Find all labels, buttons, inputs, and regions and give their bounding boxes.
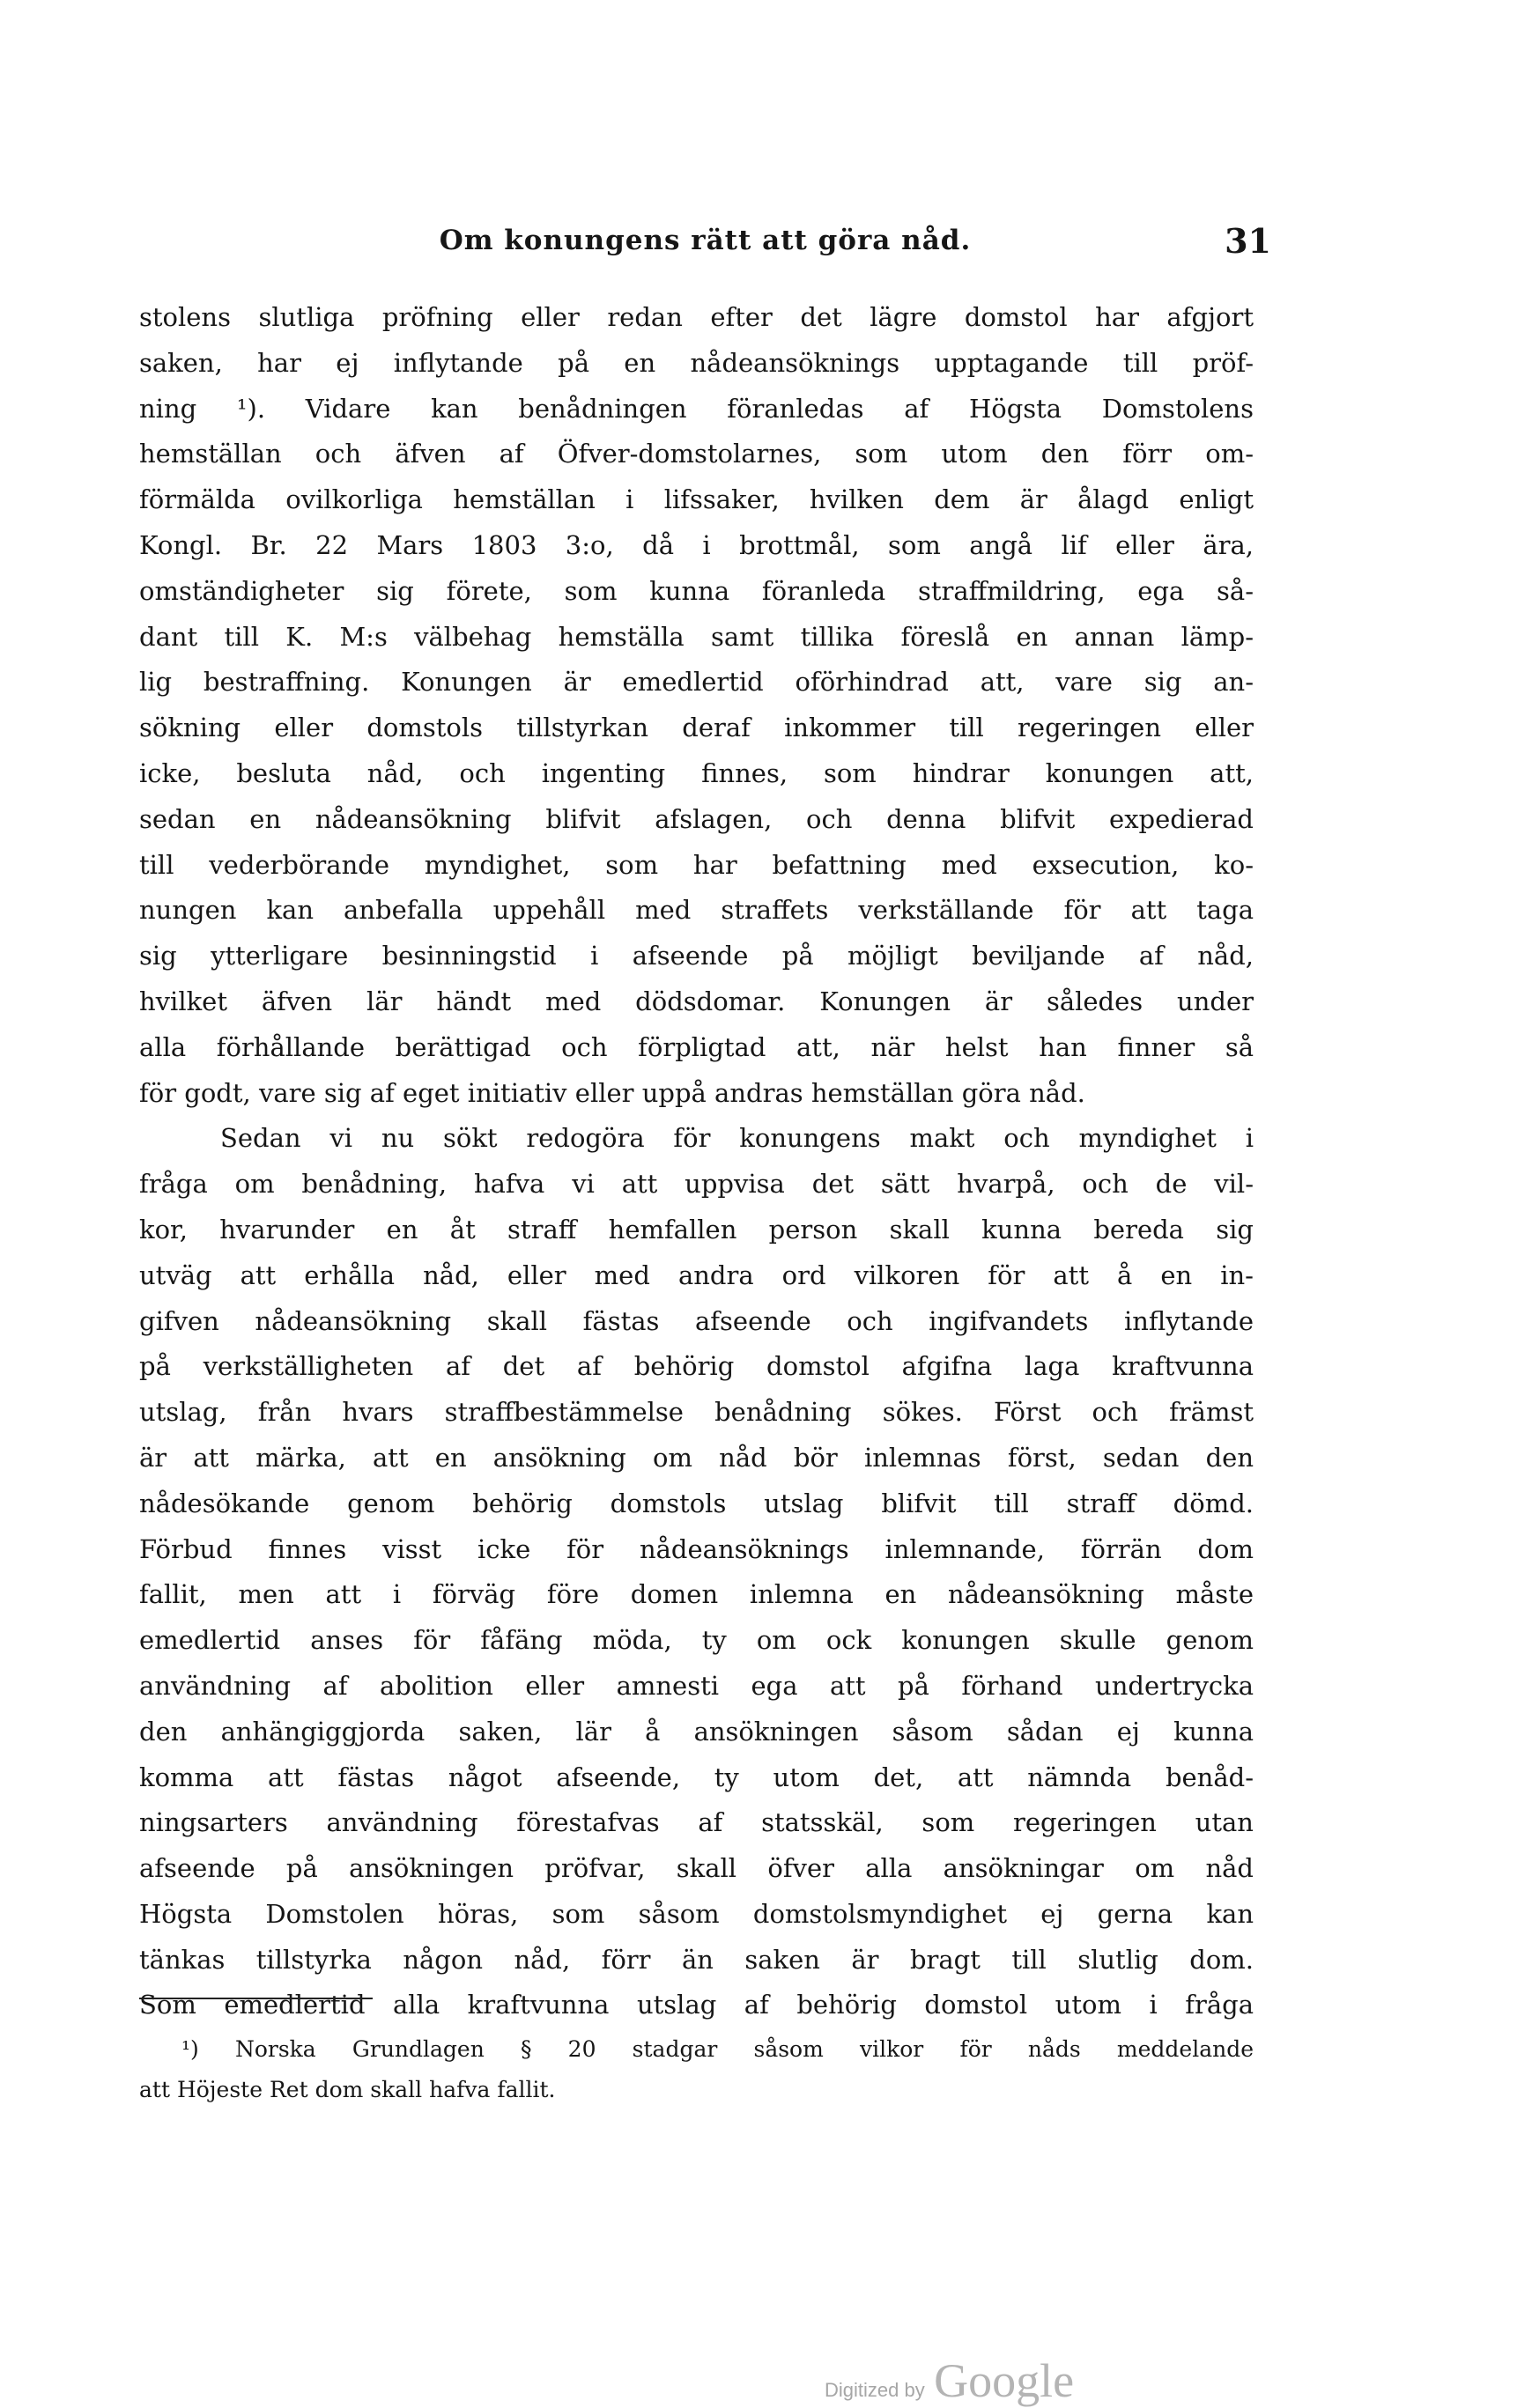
text-line: saken, har ej inflytande på en nådeansöknings upptagande till pröf- xyxy=(139,347,1254,378)
text-line: Kongl. Br. 22 Mars 1803 3:o, då i brottmål, som angå lif eller ära, xyxy=(139,529,1254,560)
text-line: omständigheter sig förete, som kunna föranleda straffmildring, ega så- xyxy=(139,575,1254,606)
digitized-watermark xyxy=(825,2353,1074,2406)
text-line: Förbud finnes visst icke för nådeansöknings inlemnande, förrän dom xyxy=(139,1533,1254,1564)
text-line: den anhängiggjorda saken, lär å ansökningen såsom sådan ej kunna xyxy=(139,1716,1254,1747)
text-line: användning af abolition eller amnesti ega att på förhand undertrycka xyxy=(139,1670,1254,1701)
text-line: alla förhållande berättigad och förpligtad att, när helst han finner så xyxy=(139,1031,1254,1062)
text-line: Högsta Domstolen höras, som såsom domstolsmyndighet ej gerna kan xyxy=(139,1898,1254,1929)
text-line: nungen kan anbefalla uppehåll med straffets verkställande för att taga xyxy=(139,895,1254,926)
text-line: Sedan vi nu sökt redogöra för konungens makt och myndighet i xyxy=(220,1123,1254,1154)
text-line: utväg att erhålla nåd, eller med andra ord vilkoren för att å en in- xyxy=(139,1259,1254,1290)
text-line: sig ytterligare besinningstid i afseende på möjligt beviljande af nåd, xyxy=(139,941,1254,971)
text-line: hemställan och äfven af Öfver-domstolarnes, som utom den förr om- xyxy=(139,439,1254,469)
footnote xyxy=(139,2029,1254,2110)
text-line: kor, hvarunder en åt straff hemfallen person skall kunna bereda sig xyxy=(139,1214,1254,1245)
text-line: icke, besluta nåd, och ingenting finnes, som hindrar konungen att, xyxy=(139,757,1254,788)
text-line: Som emedlertid alla kraftvunna utslag af behörig domstol utom i fråga xyxy=(139,1990,1254,2020)
footnote-line: att Höjeste Ret dom skall hafva fallit. xyxy=(139,2077,556,2102)
text-line: afseende på ansökningen pröfvar, skall öfver alla ansökningar om nåd xyxy=(139,1853,1254,1884)
text-line: är att märka, att en ansökning om nåd bör inlemnas först, sedan den xyxy=(139,1442,1254,1473)
body-text xyxy=(139,295,1254,2028)
text-line: fråga om benådning, hafva vi att uppvisa det sätt hvarpå, och de vil- xyxy=(139,1169,1254,1200)
text-line: dant till K. M:s välbehag hemställa samt tillika föreslå en annan lämp- xyxy=(139,621,1254,652)
text-line: tänkas tillstyrka någon nåd, förr än saken är bragt till slutlig dom. xyxy=(139,1944,1254,1975)
text-line: nådesökande genom behörig domstols utslag blifvit till straff dömd. xyxy=(139,1488,1254,1518)
footnote-line: ¹) Norska Grundlagen § 20 stadgar såsom vilkor för nåds meddelande xyxy=(181,2036,1254,2062)
paragraph-1 xyxy=(139,295,1254,1116)
text-line: utslag, från hvars straffbestämmelse benådning sökes. Först och främst xyxy=(139,1397,1254,1428)
text-line: hvilket äfven lär händt med dödsdomar. Konungen är således under xyxy=(139,986,1254,1016)
text-line: sökning eller domstols tillstyrkan deraf inkommer till regeringen eller xyxy=(139,713,1254,743)
running-title: Om konungens rätt att göra nåd. xyxy=(439,225,972,256)
footnote-rule xyxy=(139,1998,373,1999)
text-line: gifven nådeansökning skall fästas afseende och ingifvandets inflytande xyxy=(139,1305,1254,1336)
text-line: emedlertid anses för fåfäng möda, ty om ock konungen skulle genom xyxy=(139,1625,1254,1656)
text-line: på verkställigheten af det af behörig domstol afgifna laga kraftvunna xyxy=(139,1351,1254,1382)
text-line: stolens slutliga pröfning eller redan efter det lägre domstol har afgjort xyxy=(139,302,1254,332)
page-number: 31 xyxy=(1225,221,1271,261)
text-line: fallit, men att i förväg före domen inlemna en nådeansökning måste xyxy=(139,1579,1254,1610)
text-line: för godt, vare sig af eget initiativ eller uppå andras hemställan göra nåd. xyxy=(139,1077,1085,1108)
google-logo: Google xyxy=(934,2354,1075,2407)
watermark-prefix: Digitized by xyxy=(825,2379,925,2401)
paragraph-2 xyxy=(139,1116,1254,2028)
text-line: ning ¹). Vidare kan benådningen föranledas af Högsta Domstolens xyxy=(139,393,1254,424)
text-line: till vederbörande myndighet, som har befattning med exsecution, ko- xyxy=(139,849,1254,880)
text-line: förmälda ovilkorliga hemställan i lifssaker, hvilken dem är ålagd enligt xyxy=(139,484,1254,515)
text-line: lig bestraffning. Konungen är emedlertid oförhindrad att, vare sig an- xyxy=(139,667,1254,698)
text-line: ningsarters användning förestafvas af statsskäl, som regeringen utan xyxy=(139,1807,1254,1838)
running-head xyxy=(139,221,1271,269)
text-line: sedan en nådeansökning blifvit afslagen, och denna blifvit expedierad xyxy=(139,803,1254,834)
text-line: komma att fästas något afseende, ty utom det, att nämnda benåd- xyxy=(139,1762,1254,1792)
